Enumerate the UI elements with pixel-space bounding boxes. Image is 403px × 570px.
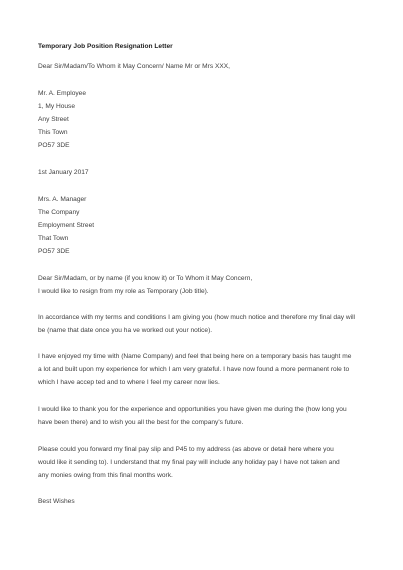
recipient-postcode: PO57 3DE xyxy=(38,248,70,255)
paragraph-pay-line-3: any monies owing from this final months work. xyxy=(38,472,173,479)
recipient-town: That Town xyxy=(38,235,69,242)
sender-postcode: PO57 3DE xyxy=(38,142,70,149)
paragraph-thanks-line-2: have been there) and to wish you all the best for the company's future. xyxy=(38,419,244,426)
greeting: Dear Sir/Madam, or by name (if you know it) or To Whom it May Concern, xyxy=(38,275,253,282)
sender-house: 1, My House xyxy=(38,103,76,110)
salutation-placeholder: Dear Sir/Madam/To Whom it May Concern/ Name Mr or Mrs XXX, xyxy=(38,63,230,70)
paragraph-experience-line-2: a lot and built upon my experience for which I am very grateful. I have now found a more permanent role to xyxy=(38,366,350,373)
recipient-name: Mrs. A. Manager xyxy=(38,196,87,203)
letter-title: Temporary Job Position Resignation Letter xyxy=(38,43,173,50)
sender-street: Any Street xyxy=(38,116,69,123)
paragraph-notice-line-2: be (name that date once you ha ve worked out your notice). xyxy=(38,327,213,334)
sender-town: This Town xyxy=(38,129,68,136)
sender-name: Mr. A. Employee xyxy=(38,90,87,97)
paragraph-pay-line-1: Please could you forward my final pay slip and P45 to my address (as above or detail here where you xyxy=(38,446,334,453)
recipient-company: The Company xyxy=(38,209,80,216)
recipient-street: Employment Street xyxy=(38,222,95,229)
paragraph-notice-line-1: In accordance with my terms and conditions I am giving you (how much notice and therefore my final day will xyxy=(38,314,356,321)
letter-date: 1st January 2017 xyxy=(38,169,89,176)
paragraph-pay-line-2: would like it sending to). I understand that my final pay will include any holiday pay I have not taken and xyxy=(38,459,340,466)
paragraph-experience-line-1: I have enjoyed my time with (Name Company) and feel that being here on a temporary basis has taught me xyxy=(38,353,352,360)
closing: Best Wishes xyxy=(38,498,75,505)
intro-line: I would like to resign from my role as Temporary (Job title). xyxy=(38,288,209,295)
paragraph-experience-line-3: which I have accep ted and to where I feel my career now lies. xyxy=(38,379,220,386)
paragraph-thanks-line-1: I would like to thank you for the experience and opportunities you have given me during the (how long you xyxy=(38,406,347,413)
